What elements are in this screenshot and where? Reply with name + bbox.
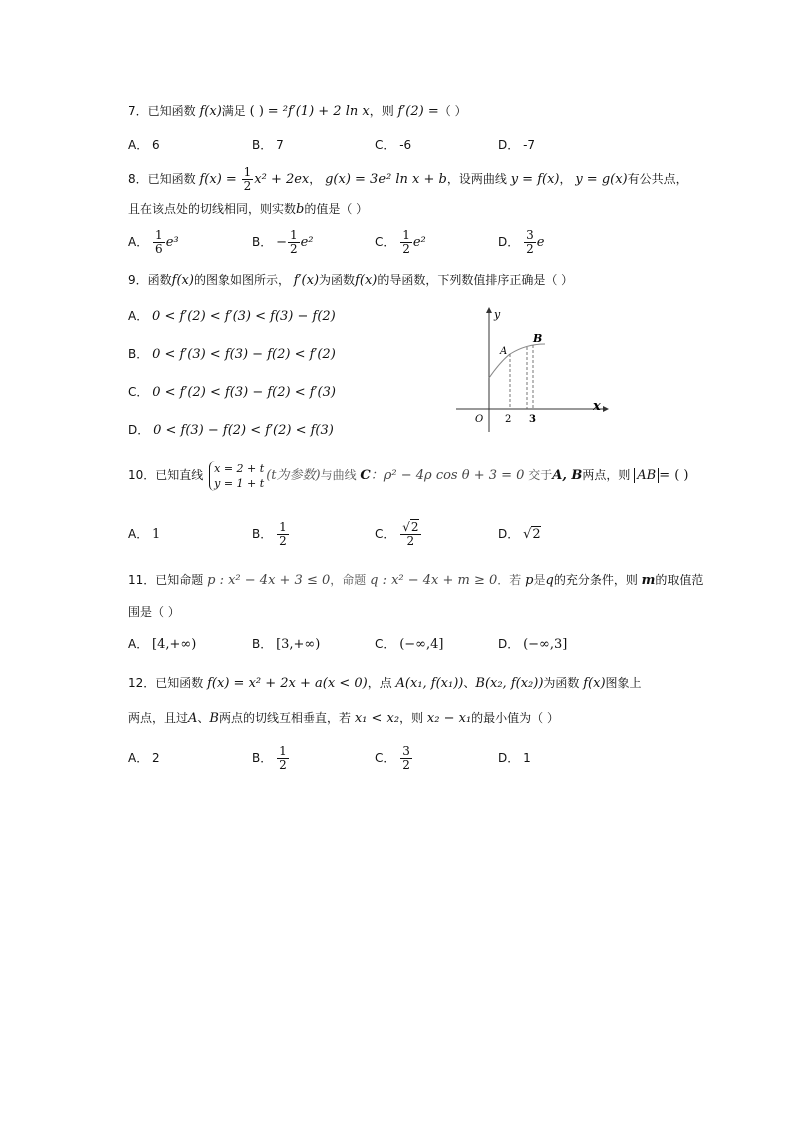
q8-stem-line2: 且在该点处的切线相同，则实数b的值是（ ） [128,202,369,217]
q9-function-graph [448,300,618,435]
q10-option-d: D． √2 [498,527,541,542]
q7-option-a: A． 6 [128,138,160,152]
curve-f [489,344,545,378]
q10-stem: 10．已知直线 x = 2 + t y = 1 + t (t为参数)与曲线 C：ρ² − 4ρ cos θ + 3 = 0 交于A, B两点，则 AB = ( ) [128,461,689,490]
q12-stem-line2: 两点，且过A、B两点的切线互相垂直，若 x₁ < x₂，则 x₂ − x₁的最小值为（ ） [128,711,559,726]
q10-equation-system: x = 2 + t y = 1 + t [209,461,264,491]
q7-stem: 7．已知函数 f(x)满足 ( ) = ²f′(1) + 2 ln x，则 f′(2) =（ ） [128,104,467,119]
q10-option-b: B． $\frac{1}{2}$ [252,520,287,548]
q8-option-b: B． − $\frac{1}{2}$ e² [252,228,314,256]
tick-3: 3 [529,414,536,425]
q12-option-c: C． $\frac{3}{2}$ [375,744,410,772]
q11-stem: 11．已知命题 p : x² − 4x + 3 ≤ 0，命题 q : x² − 4x + m ≥ 0．若 p是q的充分条件，则 m的取值范 [128,573,704,588]
q7-option-d: D． -7 [498,138,536,152]
q9-option-a: A． 0 < f′(2) < f′(3) < f(3) − f(2) [128,309,336,324]
q8-option-a: A． $\frac{1}{6}$ e³ [128,228,179,256]
q10-option-a: A． 1 [128,527,161,542]
q9-stem: 9．函数f(x)的图象如图所示， f′(x)为函数f(x)的导函数，下列数值排序正确是（ ） [128,273,574,288]
q12-stem: 12．已知函数 f(x) = x² + 2x + a(x < 0)，点 A(x₁, f(x₁))、B(x₂, f(x₂))为函数 f(x)图象上 [128,676,642,691]
q11-option-a: A． [4,+∞) [128,637,197,652]
q7-option-c: C． -6 [375,138,412,152]
point-a-label: A [500,346,508,357]
q9-option-d: D． 0 < f(3) − f(2) < f′(2) < f(3) [128,423,334,438]
q12-option-a: A． 2 [128,751,160,765]
y-axis-label: y [494,308,501,321]
q11-option-d: D． (−∞,3] [498,637,568,652]
q9-option-b: B． 0 < f′(3) < f(3) − f(2) < f′(2) [128,347,336,362]
q11-option-b: B． [3,+∞) [252,637,321,652]
q8-option-d: D． $\frac{3}{2}$ e [498,228,545,256]
q12-option-d: D． 1 [498,751,531,765]
q11-option-c: C． (−∞,4] [375,637,444,652]
q7-option-b: B． 7 [252,138,284,152]
q12-option-b: B． $\frac{1}{2}$ [252,744,287,772]
tick-2: 2 [505,414,512,425]
q8-option-c: C． $\frac{1}{2}$ e² [375,228,426,256]
q8-stem: 8．已知函数 f(x) = $\frac{1}{2}$ x² + 2ex， g(x) = 3e² ln x + b，设两曲线 y = f(x)， y = g(x)有公共点， [128,165,688,193]
q10-option-c: C． $\frac{√2}{2}$ [375,520,419,548]
q9-option-c: C． 0 < f′(2) < f(3) − f(2) < f′(3) [128,385,336,400]
origin-label: O [475,414,484,425]
point-b-label: B [533,332,543,345]
x-axis-label: x [593,399,601,414]
q11-stem-line2: 围是（ ） [128,605,180,619]
